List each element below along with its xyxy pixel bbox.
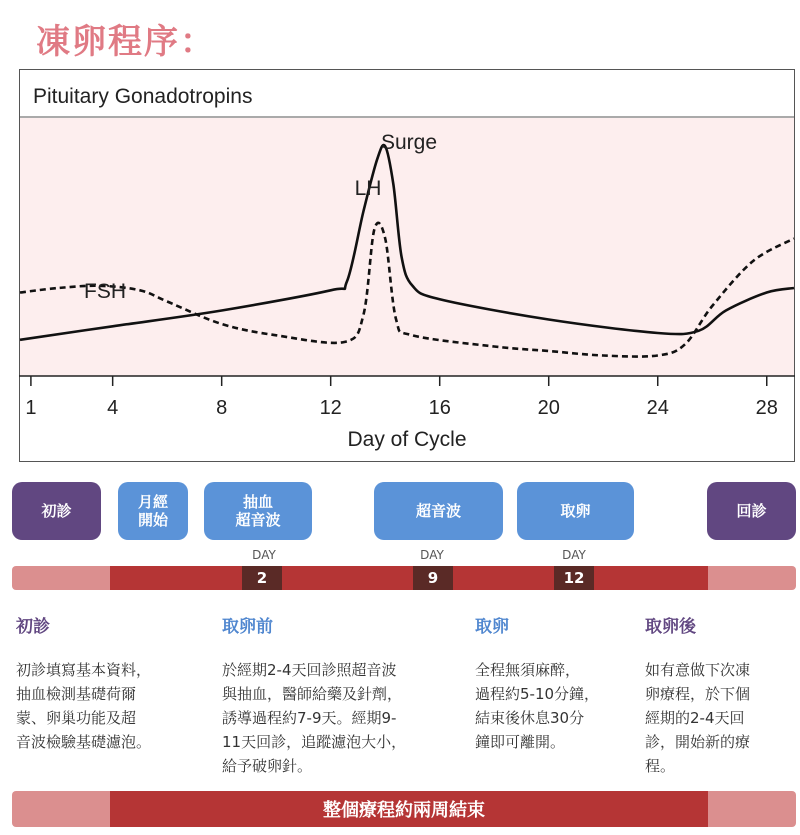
x-tick-label: 16 (428, 397, 451, 419)
chart-svg (19, 69, 795, 462)
page-title: 凍卵程序： (36, 22, 216, 62)
gonadotropin-chart (19, 69, 795, 462)
step-first-visit: 初診 (12, 482, 101, 540)
section-body-after-retrieval: 如有意做下次凍 卵療程，於下個 經期的2-4天回 診，開始新的療 程。 (645, 661, 751, 775)
plot-area (20, 118, 794, 376)
x-tick-label: 8 (216, 397, 228, 419)
section-body-first-visit: 初診填寫基本資料， 抽血檢測基礎荷爾 蒙、卵巢功能及超 音波檢驗基礎濾泡。 (16, 661, 152, 751)
chart-title: Pituitary Gonadotropins (33, 85, 253, 108)
day-badge-9: 9 (413, 566, 453, 590)
section-title-after-retrieval: 取卵後 (645, 617, 696, 637)
section-body-retrieval: 全程無須麻醉， 過程約5-10分鐘， 結束後休息30分 鐘即可離開。 (475, 661, 600, 751)
surge-annotation: Surge (380, 131, 438, 154)
x-tick-label: 24 (646, 397, 669, 419)
x-axis-label: Day of Cycle (347, 428, 467, 451)
timeline-bar (12, 566, 796, 590)
section-title-before-retrieval: 取卵前 (222, 617, 273, 637)
summary-text: 整個療程約兩周結束 (323, 800, 485, 821)
x-tick-label: 1 (25, 397, 37, 419)
step-follow-up: 回診 (707, 482, 796, 540)
section-body-before-retrieval: 於經期2-4天回診照超音波 與抽血，醫師給藥及針劑， 誘導過程約7-9天。經期9- 11天回診，追蹤濾泡大小， 給予破卵針。 (222, 661, 407, 775)
x-tick-label: 12 (319, 397, 342, 419)
day-label-12: DAY (562, 548, 586, 562)
day-label-2: DAY (252, 548, 276, 562)
day-badge-12: 12 (554, 566, 594, 590)
fsh-annotation: FSH (84, 280, 126, 303)
section-title-first-visit: 初診 (16, 617, 50, 637)
x-tick-label: 28 (755, 397, 778, 419)
step-blood-ultrasound: 抽血 超音波 (204, 482, 312, 540)
x-tick-label: 20 (537, 397, 560, 419)
lh-annotation: LH (354, 177, 382, 200)
day-badge-2: 2 (242, 566, 282, 590)
step-egg-retrieval: 取卵 (517, 482, 634, 540)
section-title-retrieval: 取卵 (475, 617, 509, 637)
x-tick-label: 4 (107, 397, 119, 419)
step-ultrasound: 超音波 (374, 482, 503, 540)
step-period-start: 月經 開始 (118, 482, 188, 540)
day-label-9: DAY (420, 548, 444, 562)
